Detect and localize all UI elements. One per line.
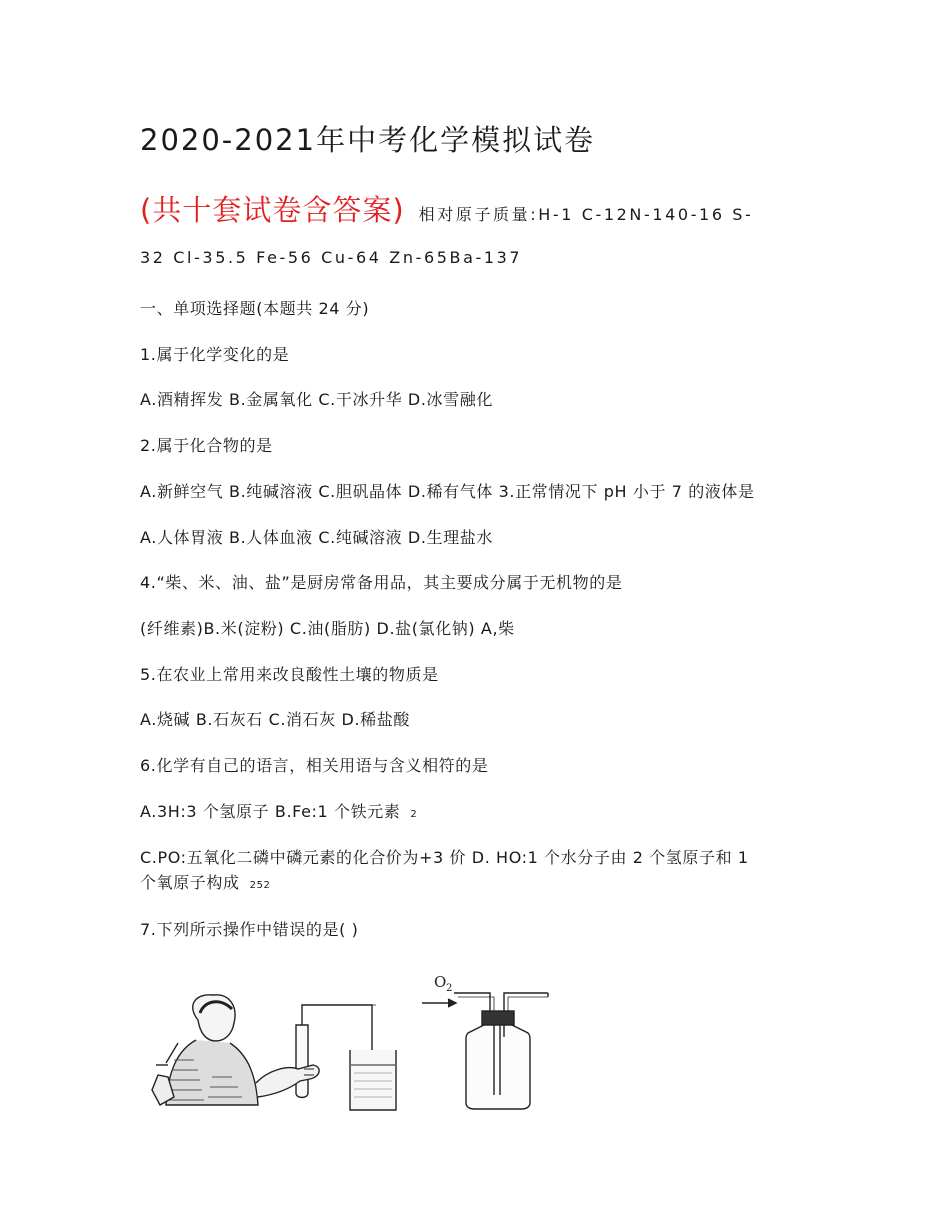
question-6-options-ab-text: A.3H:3 个氢原子 B.Fe:1 个铁元素 <box>140 802 401 821</box>
question-7: 7.下列所示操作中错误的是( ) <box>140 920 359 939</box>
subtitle-line <box>140 188 753 229</box>
question-6: 6.化学有自己的语言，相关用语与含义相符的是 <box>140 756 489 775</box>
atomic-masses-line1: 相对原子质量:H-1 C-12N-140-16 S- <box>418 205 754 224</box>
question-3-options: A.人体胃液 B.人体血液 C.纯碱溶液 D.生理盐水 <box>140 528 493 547</box>
o2-subscript: 2 <box>446 983 453 994</box>
question-4-options: (纤维素)B.米(淀粉) C.油(脂肪) D.盐(氯化钠) A,柴 <box>140 619 515 638</box>
gas-washing-bottle <box>422 973 548 1109</box>
page-title: 2020-2021年中考化学模拟试卷 <box>140 123 596 157</box>
subtitle-red: (共十套试卷含答案) <box>140 193 405 227</box>
question-6-options-cd-cont-text: 个氧原子构成 <box>140 873 240 892</box>
question-6-options-ab <box>140 799 417 822</box>
question-4: 4.“柴、米、油、盐”是厨房常备用品，其主要成分属于无机物的是 <box>140 573 623 592</box>
subscript-note: 2 <box>410 809 418 820</box>
question-5-options: A.烧碱 B.石灰石 C.消石灰 D.稀盐酸 <box>140 710 410 729</box>
o2-label: O <box>434 973 447 991</box>
section-heading: 一、单项选择题(本题共 24 分) <box>140 299 370 318</box>
lab-operations-figure <box>138 965 558 1115</box>
subscript-note: 252 <box>249 880 271 891</box>
question-1-options: A.酒精挥发 B.金属氧化 C.干冰升华 D.冰雪融化 <box>140 390 493 409</box>
question-2: 2.属于化合物的是 <box>140 436 273 455</box>
test-tube-apparatus <box>256 1005 396 1110</box>
question-6-options-cd-cont <box>140 870 271 893</box>
question-5: 5.在农业上常用来改良酸性土壤的物质是 <box>140 665 439 684</box>
person-illustration <box>152 995 258 1105</box>
question-6-options-cd: C.PO:五氧化二磷中磷元素的化合价为+3 价 D. HO:1 个水分子由 2 个氢原子和 1 <box>140 848 749 867</box>
question-2-options-and-question-3: A.新鲜空气 B.纯碱溶液 C.胆矾晶体 D.稀有气体 3.正常情况下 pH 小于 7 的液体是 <box>140 482 755 501</box>
atomic-masses-line2: 32 Cl-35.5 Fe-56 Cu-64 Zn-65Ba-137 <box>140 248 523 267</box>
question-1: 1.属于化学变化的是 <box>140 345 290 364</box>
